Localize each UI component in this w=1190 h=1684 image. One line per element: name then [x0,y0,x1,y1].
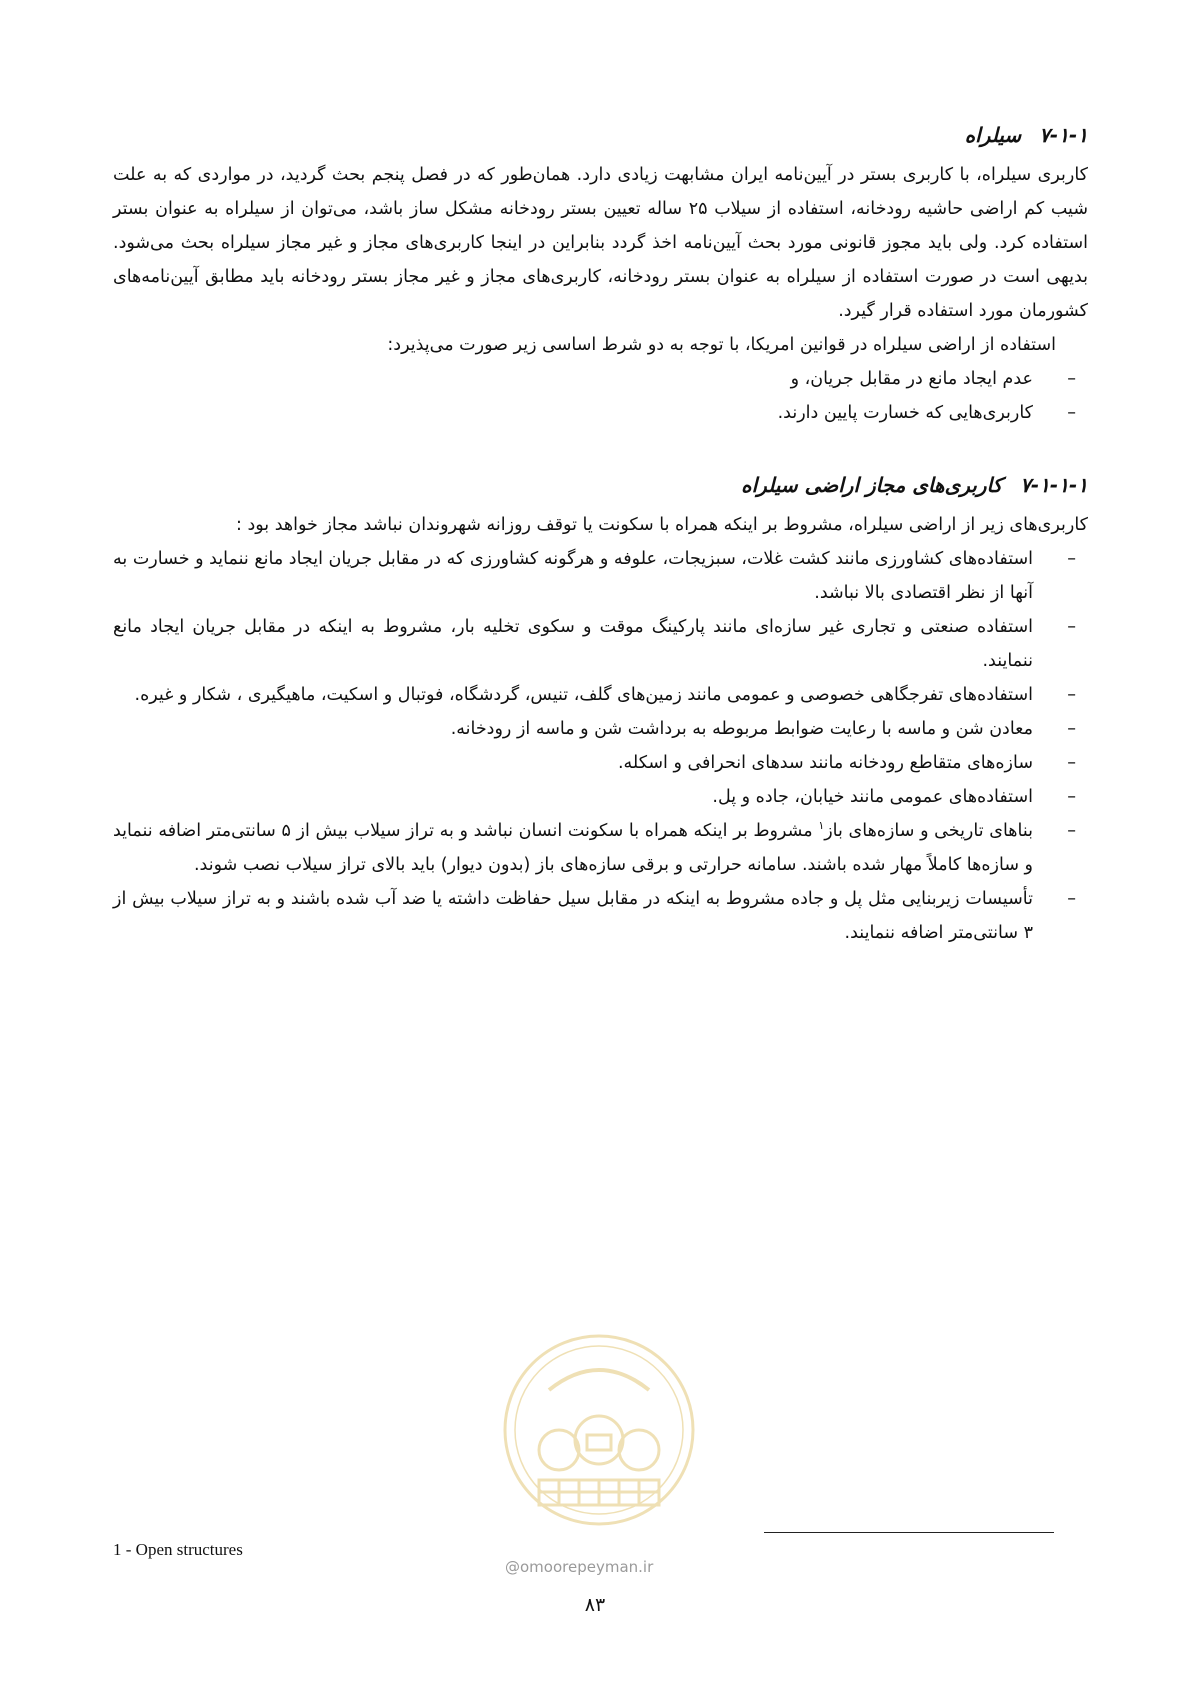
dash-marker: – [1067,753,1076,773]
list-item: – بناهای تاریخی و سازه‌های باز$^۱$ مشروط بر اینکه همراه با سکونت انسان نباشد و به تراز سیلاب بیش از ۵ سانتی‌متر اضافه ننماید و سازه‌ها کاملاً مهار شده باشند. سامانه حرارتی و برقی سازه‌های باز (بدون دیوار) باید بالای تراز سیلاب نصب شوند. [113,814,1088,882]
footnote-divider [764,1532,1054,1533]
dash-marker: – [1067,617,1076,637]
section-title: کاربری‌های مجاز اراضی سیلراه [741,473,1003,497]
dash-marker: – [1067,821,1076,841]
list-item: – تأسیسات زیربنایی مثل پل و جاده مشروط به اینکه در مقابل سیل حفاظت داشته یا ضد آب شده باشند و به تراز سیلاب بیش از ۳ سانتی‌متر اضافه ننمایند. [113,882,1088,950]
watermark-logo [499,1330,699,1530]
list-item: – استفاده صنعتی و تجاری غیر سازه‌ای مانند پارکینگ موقت و سکوی تخلیه بار، مشروط به اینکه در مقابل جریان ایجاد مانع ننمایند. [113,610,1088,678]
conditions-intro: استفاده از اراضی سیلراه در قوانین امریکا، با توجه به دو شرط اساسی زیر صورت می‌پذیرد: [387,335,1056,355]
list-item: – عدم ایجاد مانع در مقابل جریان، و [113,362,1088,396]
list-item: – سازه‌های متقاطع رودخانه مانند سدهای انحرافی و اسکله. [113,746,1088,780]
footnote-ref[interactable]: ۱ [818,819,825,833]
watermark-site: @omoorepeyman.ir [505,1558,654,1576]
dash-marker: – [1067,719,1076,739]
list-item: – معادن شن و ماسه با رعایت ضوابط مربوطه به برداشت شن و ماسه از رودخانه. [113,712,1088,746]
list-item: – استفاده‌های تفرجگاهی خصوصی و عمومی مانند زمین‌های گلف، تنیس، گردشگاه، فوتبال و اسکیت، ماهیگیری ، شکار و غیره. [113,678,1088,712]
section-number: ۷-۱-۱ [1039,123,1088,147]
list-item: – کاربری‌هایی که خسارت پایین دارند. [113,396,1088,430]
footnote: 1 - Open structures [113,1540,243,1559]
section-heading-floodway [113,118,1088,152]
page-number: ۸۳ [584,1594,606,1616]
conditions-list [113,362,1088,430]
permitted-uses-list [113,542,1088,950]
section-number: ۷-۱-۱-۱ [1020,473,1088,497]
dash-marker: – [1067,889,1076,909]
dash-marker: – [1067,549,1076,569]
permitted-uses-intro: کاربری‌های زیر از اراضی سیلراه، مشروط بر اینکه همراه با سکونت یا توقف روزانه شهروندان نباشد مجاز خواهد بود : [236,515,1088,535]
dash-marker: – [1067,685,1076,705]
dash-marker: – [1067,369,1076,389]
section-heading-permitted-uses [113,468,1088,502]
list-item: – استفاده‌های کشاورزی مانند کشت غلات، سبزیجات، علوفه و هرگونه کشاورزی که در مقابل جریان ایجاد مانع ننماید و خسارت به آنها از نظر اقتصادی بالا نباشد. [113,542,1088,610]
page-content [113,118,1088,950]
dash-marker: – [1067,403,1076,423]
list-item: – استفاده‌های عمومی مانند خیابان، جاده و پل. [113,780,1088,814]
dash-marker: – [1067,787,1076,807]
section-title: سیلراه [964,123,1022,147]
body-paragraph: کاربری سیلراه، با کاربری بستر در آیین‌نامه ایران مشابهت زیادی دارد. همان‌طور که در فصل پنجم بحث گردید، در مواردی که به علت شیب کم اراضی حاشیه رودخانه، استفاده از سیلاب ۲۵ ساله تعیین بستر رودخانه مشکل ساز باشد، می‌توان از سیلراه به عنوان بستر استفاده کرد. ولی باید مجوز قانونی مورد بحث آیین‌نامه اخذ گردد بنابراین در اینجا کاربری‌های مجاز و غیر مجاز سیلراه بحث می‌شود. بدیهی است در صورت استفاده از سیلراه به عنوان بستر رودخانه، کاربری‌های مجاز و غیر مجاز بستر رودخانه باید مطابق آیین‌نامه‌های کشورمان مورد استفاده قرار گیرد. [113,165,1088,321]
